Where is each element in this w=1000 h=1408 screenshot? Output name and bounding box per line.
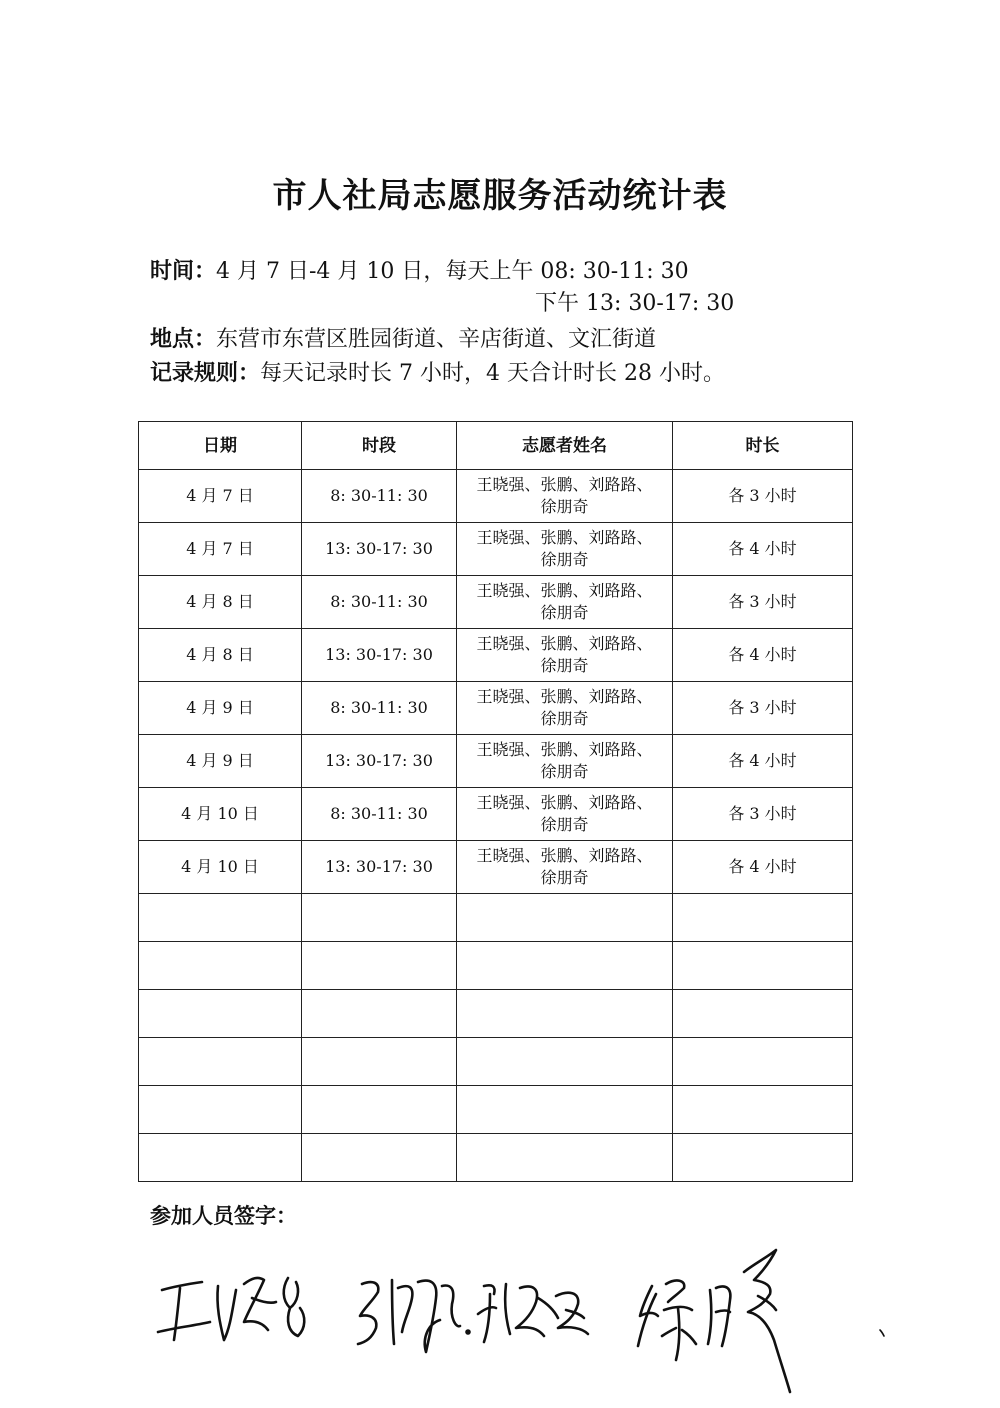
hours-value: 各 4 小时 [728,645,797,664]
info-time-afternoon: 下午 13: 30-17: 30 [535,291,735,316]
blank-cell [302,1134,457,1182]
names-line-2: 徐朋奇 [540,550,589,569]
period-value: 13: 30-17: 30 [325,539,433,558]
blank-row [139,1134,853,1182]
date-value: 4 月 8 日 [186,645,254,664]
names-cell [457,682,673,735]
blank-cell [673,1134,853,1182]
period-value: 13: 30-17: 30 [325,645,433,664]
names-line-1: 王晓强、张鹏、刘路路、 [476,846,653,865]
names-cell [457,629,673,682]
hours-cell [673,576,853,629]
blank-cell [302,1086,457,1134]
names-cell [457,523,673,576]
date-value: 4 月 8 日 [186,592,254,611]
date-value: 4 月 10 日 [181,804,259,823]
blank-cell [673,894,853,942]
place-label: 地点： [150,327,217,352]
period-cell [302,682,457,735]
period-value: 8: 30-11: 30 [330,804,428,823]
blank-cell [457,894,673,942]
blank-cell [673,1086,853,1134]
period-cell [302,523,457,576]
hours-value: 各 4 小时 [728,539,797,558]
table-row [139,470,853,523]
handwritten-signatures [140,1228,900,1398]
period-value: 8: 30-11: 30 [330,698,428,717]
date-value: 4 月 9 日 [186,751,254,770]
hours-cell [673,470,853,523]
blank-cell [673,990,853,1038]
date-cell [139,470,302,523]
names-line-1: 王晓强、张鹏、刘路路、 [476,634,653,653]
blank-cell [457,1086,673,1134]
blank-cell [139,1134,302,1182]
names-line-2: 徐朋奇 [540,497,589,516]
period-cell [302,470,457,523]
table-row [139,576,853,629]
table-row [139,629,853,682]
signature-3 [478,1284,588,1342]
period-cell [302,629,457,682]
period-value: 13: 30-17: 30 [325,857,433,876]
hours-cell [673,682,853,735]
info-time [150,254,689,285]
names-cell [457,788,673,841]
hours-cell [673,788,853,841]
names-cell [457,841,673,894]
blank-cell [457,942,673,990]
blank-cell [673,942,853,990]
hours-value: 各 3 小时 [728,698,797,717]
hours-value: 各 4 小时 [728,751,797,770]
period-cell [302,841,457,894]
period-value: 8: 30-11: 30 [330,592,428,611]
signature-1 [158,1278,304,1340]
info-rule [150,356,725,387]
signature-2 [358,1280,470,1352]
date-cell [139,788,302,841]
names-line-1: 王晓强、张鹏、刘路路、 [476,687,653,706]
names-line-1: 王晓强、张鹏、刘路路、 [476,581,653,600]
rule-label: 记录规则： [150,361,261,386]
hours-value: 各 3 小时 [728,592,797,611]
table-row [139,841,853,894]
signature-4 [638,1250,790,1392]
time-label: 时间： [150,259,217,284]
blank-cell [139,942,302,990]
names-cell [457,576,673,629]
date-cell [139,735,302,788]
stats-table [138,421,853,1182]
names-line-2: 徐朋奇 [540,709,589,728]
date-value: 4 月 10 日 [181,857,259,876]
period-value: 13: 30-17: 30 [325,751,433,770]
blank-cell [302,990,457,1038]
hours-cell [673,523,853,576]
date-cell [139,576,302,629]
blank-row [139,942,853,990]
blank-row [139,1038,853,1086]
date-value: 4 月 9 日 [186,698,254,717]
date-value: 4 月 7 日 [186,539,254,558]
hours-cell [673,629,853,682]
period-cell [302,735,457,788]
hours-value: 各 3 小时 [728,486,797,505]
period-cell [302,576,457,629]
date-cell [139,841,302,894]
date-cell [139,523,302,576]
date-cell [139,682,302,735]
names-line-1: 王晓强、张鹏、刘路路、 [476,740,653,759]
names-line-2: 徐朋奇 [540,815,589,834]
blank-row [139,1086,853,1134]
hours-cell [673,735,853,788]
place-value: 东营市东营区胜园街道、辛店街道、文汇街道 [216,327,657,352]
names-cell [457,735,673,788]
signature-label: 参加人员签字： [150,1204,297,1228]
names-line-2: 徐朋奇 [540,656,589,675]
time-value: 4 月 7 日-4 月 10 日，每天上午 08: 30-11: 30 [216,259,689,284]
names-line-1: 王晓强、张鹏、刘路路、 [476,528,653,547]
names-line-2: 徐朋奇 [540,603,589,622]
table-row [139,523,853,576]
table-row [139,788,853,841]
table-header-row [139,422,853,470]
blank-cell [457,1134,673,1182]
blank-row [139,894,853,942]
date-value: 4 月 7 日 [186,486,254,505]
header-period: 时段 [302,422,457,470]
hours-value: 各 3 小时 [728,804,797,823]
rule-value: 每天记录时长 7 小时，4 天合计时长 28 小时。 [260,361,725,386]
names-line-1: 王晓强、张鹏、刘路路、 [476,475,653,494]
blank-cell [139,1086,302,1134]
table-row [139,682,853,735]
info-place [150,322,656,353]
date-cell [139,629,302,682]
document-title: 市人社局志愿服务活动统计表 [272,176,728,216]
blank-cell [302,942,457,990]
blank-cell [139,1038,302,1086]
blank-cell [139,990,302,1038]
names-cell [457,470,673,523]
hours-value: 各 4 小时 [728,857,797,876]
period-cell [302,788,457,841]
blank-cell [139,894,302,942]
blank-cell [302,894,457,942]
blank-cell [457,1038,673,1086]
blank-cell [302,1038,457,1086]
blank-row [139,990,853,1038]
header-hours: 时长 [673,422,853,470]
header-date: 日期 [139,422,302,470]
table-row [139,735,853,788]
hours-cell [673,841,853,894]
blank-cell [673,1038,853,1086]
header-volunteer-names: 志愿者姓名 [457,422,673,470]
period-value: 8: 30-11: 30 [330,486,428,505]
names-line-1: 王晓强、张鹏、刘路路、 [476,793,653,812]
blank-cell [457,990,673,1038]
names-line-2: 徐朋奇 [540,868,589,887]
names-line-2: 徐朋奇 [540,762,589,781]
